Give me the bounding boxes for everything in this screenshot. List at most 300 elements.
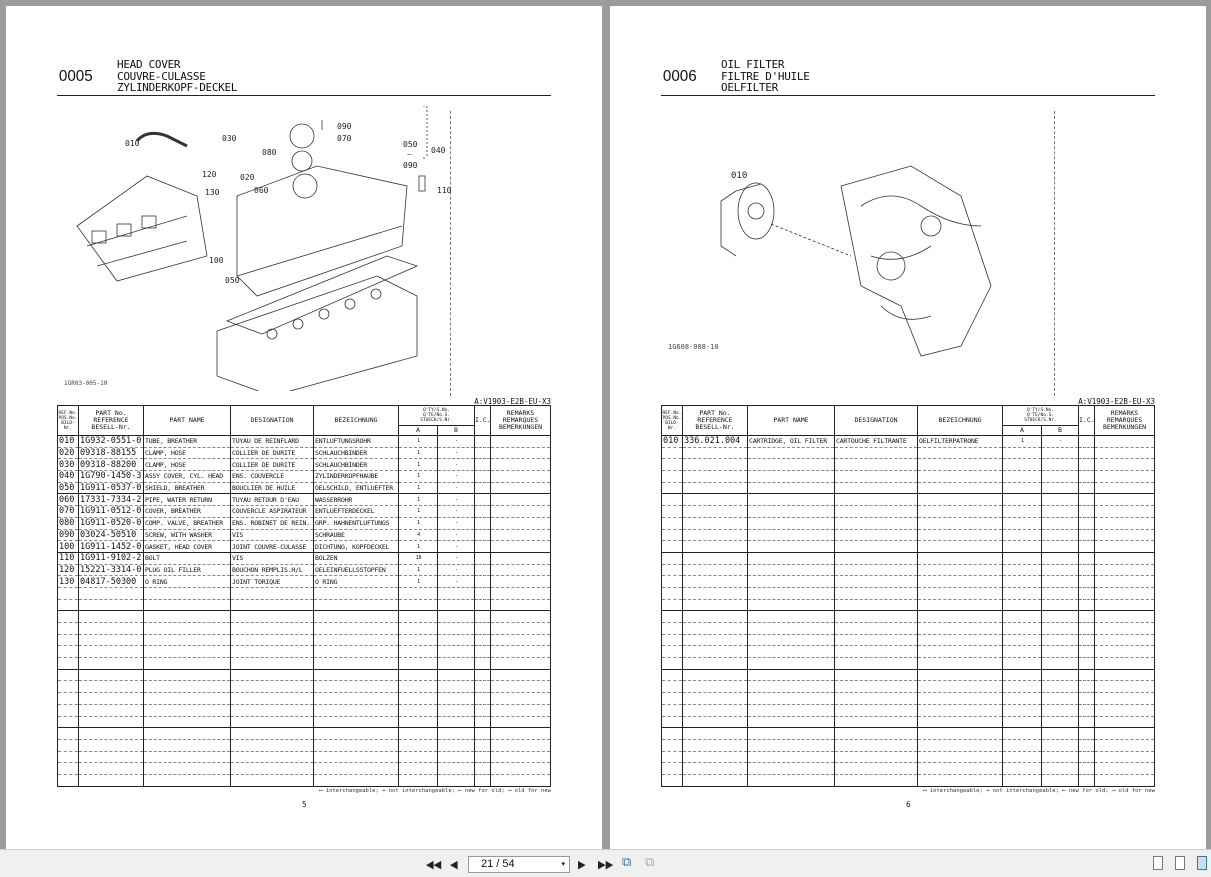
table-cell	[835, 728, 918, 740]
table-cell	[475, 517, 491, 529]
table-cell	[1095, 751, 1155, 763]
table-cell	[1095, 541, 1155, 553]
table-cell	[748, 751, 835, 763]
table-cell: 110	[58, 552, 79, 564]
table-cell: SCHLAUCHBINDER	[314, 447, 399, 459]
table-cell	[491, 576, 551, 588]
table-cell: 120	[58, 564, 79, 576]
table-cell	[475, 704, 491, 716]
table-cell	[748, 611, 835, 623]
table-cell	[399, 739, 438, 751]
table-cell	[1042, 599, 1079, 611]
table-cell	[491, 704, 551, 716]
table-row	[662, 482, 1155, 494]
table-cell	[1079, 587, 1095, 599]
table-cell	[748, 459, 835, 471]
table-cell: 1	[399, 447, 438, 459]
table-row	[662, 623, 1155, 635]
table-cell	[835, 529, 918, 541]
table-cell	[748, 681, 835, 693]
table-cell	[1095, 669, 1155, 681]
table-cell	[475, 681, 491, 693]
table-cell	[144, 728, 231, 740]
table-cell	[1079, 552, 1095, 564]
chevron-down-icon[interactable]: ▾	[561, 861, 565, 868]
col-ref: REF.No. POS.No. BILD-Nr.	[58, 406, 79, 436]
table-cell: ENS. ROBINET DE REIN.	[231, 517, 314, 529]
model-version: A:V1903-E2B-EU-X3	[474, 397, 551, 406]
table-cell	[475, 459, 491, 471]
table-cell	[1003, 739, 1042, 751]
table-cell: -	[438, 436, 475, 448]
table-cell	[79, 634, 144, 646]
table-cell	[918, 728, 1003, 740]
table-cell	[748, 447, 835, 459]
table-cell: -	[438, 517, 475, 529]
table-cell	[748, 739, 835, 751]
exploded-diagram-head-cover	[57, 106, 457, 391]
table-cell	[314, 693, 399, 705]
table-cell	[835, 517, 918, 529]
table-cell: 336.021.004	[683, 436, 748, 448]
table-cell	[1079, 681, 1095, 693]
table-cell	[662, 576, 683, 588]
table-cell	[314, 611, 399, 623]
continuous-view-icon[interactable]	[1175, 856, 1185, 870]
table-cell: CLAMP, HOSE	[144, 459, 231, 471]
page-number: 6	[906, 800, 911, 809]
table-cell	[314, 587, 399, 599]
table-row	[662, 763, 1155, 775]
table-cell	[662, 506, 683, 518]
table-cell	[683, 704, 748, 716]
table-cell	[1079, 669, 1095, 681]
table-cell	[662, 552, 683, 564]
table-cell	[144, 774, 231, 786]
table-cell	[58, 587, 79, 599]
table-cell	[399, 669, 438, 681]
table-cell	[1042, 669, 1079, 681]
table-cell: COLLIER DE DURITE	[231, 447, 314, 459]
table-cell	[475, 646, 491, 658]
callout-label: 130	[205, 188, 220, 197]
last-page-button[interactable]: ▶▶	[598, 858, 614, 871]
table-cell	[491, 763, 551, 775]
table-row	[58, 459, 551, 471]
table-cell	[399, 763, 438, 775]
table-cell	[1042, 552, 1079, 564]
table-cell	[438, 587, 475, 599]
table-cell	[1003, 517, 1042, 529]
table-cell	[399, 646, 438, 658]
table-cell	[1003, 447, 1042, 459]
table-cell: 1	[399, 564, 438, 576]
interchangeability-legend: ⟷ interchangeable; ⇸ not interchangeable; ⟵ new for old; ⟶ old for new	[923, 788, 1155, 794]
table-cell	[491, 693, 551, 705]
table-cell	[1003, 459, 1042, 471]
callout-label: 060	[254, 186, 269, 195]
table-row	[662, 693, 1155, 705]
table-cell	[748, 599, 835, 611]
table-cell	[918, 447, 1003, 459]
table-row	[58, 728, 551, 740]
table-cell	[1079, 482, 1095, 494]
table-row	[58, 587, 551, 599]
table-row	[662, 681, 1155, 693]
table-cell: 1	[399, 471, 438, 483]
callout-label: 050	[403, 140, 418, 149]
table-cell	[1003, 646, 1042, 658]
table-cell	[1042, 739, 1079, 751]
table-cell	[835, 587, 918, 599]
table-cell	[144, 669, 231, 681]
prev-page-button[interactable]: ◀	[450, 858, 458, 871]
table-cell	[1079, 704, 1095, 716]
table-cell	[918, 587, 1003, 599]
table-cell	[748, 704, 835, 716]
table-cell	[475, 447, 491, 459]
table-cell	[835, 471, 918, 483]
page-number-input[interactable]	[468, 856, 570, 873]
table-cell	[683, 459, 748, 471]
table-cell	[683, 517, 748, 529]
table-cell	[314, 599, 399, 611]
table-cell	[79, 704, 144, 716]
table-cell	[1003, 611, 1042, 623]
table-cell: 09318-88155	[79, 447, 144, 459]
table-cell	[231, 751, 314, 763]
table-cell	[1095, 704, 1155, 716]
table-cell: 1G911-9102-2	[79, 552, 144, 564]
table-cell	[314, 623, 399, 635]
table-cell: 010	[662, 436, 683, 448]
table-row	[662, 494, 1155, 506]
table-cell	[491, 669, 551, 681]
figure	[57, 106, 457, 395]
table-cell	[662, 693, 683, 705]
table-cell	[1095, 436, 1155, 448]
table-cell	[475, 436, 491, 448]
table-cell	[683, 587, 748, 599]
table-cell: COLLIER DE DURITE	[231, 459, 314, 471]
table-cell	[314, 681, 399, 693]
callout-label: 010	[731, 171, 748, 181]
table-cell	[1079, 751, 1095, 763]
table-row	[662, 459, 1155, 471]
table-cell: 15221-3314-0	[79, 564, 144, 576]
callout-label: 100	[209, 256, 224, 265]
table-cell: 1G790-1450-3	[79, 471, 144, 483]
table-cell	[1095, 634, 1155, 646]
table-cell	[58, 716, 79, 728]
table-cell	[662, 471, 683, 483]
table-cell	[683, 716, 748, 728]
table-cell	[475, 739, 491, 751]
table-cell	[748, 763, 835, 775]
section-code: 0006	[662, 68, 697, 85]
table-cell	[1079, 494, 1095, 506]
table-cell	[662, 494, 683, 506]
table-cell	[491, 447, 551, 459]
table-cell	[491, 774, 551, 786]
table-cell: 1G911-0537-0	[79, 482, 144, 494]
table-cell	[1042, 751, 1079, 763]
table-cell	[231, 681, 314, 693]
table-cell	[1003, 728, 1042, 740]
table-cell	[1042, 471, 1079, 483]
table-cell	[1003, 669, 1042, 681]
table-cell	[1003, 529, 1042, 541]
table-cell	[491, 459, 551, 471]
table-cell	[1095, 774, 1155, 786]
table-cell	[1079, 774, 1095, 786]
table-cell	[918, 541, 1003, 553]
table-cell	[399, 611, 438, 623]
copy-icon[interactable]: ⧉	[645, 855, 655, 870]
table-cell: 09318-88200	[79, 459, 144, 471]
table-cell: GRP. HAHNENTLUFTUNGS	[314, 517, 399, 529]
table-cell	[144, 646, 231, 658]
col-qty: Q'TY/S.No. Q'TE/No.S. STUECK/S.Nr.	[399, 406, 475, 426]
table-cell	[144, 623, 231, 635]
table-cell	[79, 763, 144, 775]
table-cell	[475, 471, 491, 483]
table-cell	[314, 716, 399, 728]
table-cell: SHIELD, BREATHER	[144, 482, 231, 494]
table-cell	[1079, 506, 1095, 518]
table-cell	[748, 716, 835, 728]
table-cell	[79, 646, 144, 658]
col-qty-a: A	[399, 426, 438, 436]
catalog-page-right	[610, 6, 1206, 849]
table-cell	[438, 681, 475, 693]
table-row	[58, 541, 551, 553]
table-cell	[399, 751, 438, 763]
table-cell	[475, 763, 491, 775]
table-cell: 4	[399, 529, 438, 541]
table-cell	[399, 623, 438, 635]
table-cell	[475, 669, 491, 681]
table-cell	[662, 529, 683, 541]
table-cell	[662, 669, 683, 681]
table-cell: CLAMP, HOSE	[144, 447, 231, 459]
table-cell: BOLT	[144, 552, 231, 564]
table-cell	[748, 623, 835, 635]
section-code: 0005	[58, 68, 93, 85]
table-cell	[475, 494, 491, 506]
table-cell: ENTLUEFTERDECKEL	[314, 506, 399, 518]
table-cell	[835, 459, 918, 471]
section-title: HEAD COVER	[117, 58, 181, 71]
table-cell: 1	[399, 576, 438, 588]
table-cell	[683, 774, 748, 786]
table-cell	[835, 623, 918, 635]
table-row	[662, 541, 1155, 553]
table-cell	[475, 623, 491, 635]
table-cell	[438, 704, 475, 716]
table-cell	[475, 564, 491, 576]
table-cell	[475, 774, 491, 786]
table-cell	[835, 634, 918, 646]
table-cell	[1003, 564, 1042, 576]
table-cell: 1	[399, 459, 438, 471]
table-cell	[58, 739, 79, 751]
table-cell	[1079, 529, 1095, 541]
table-cell	[491, 564, 551, 576]
table-row	[662, 646, 1155, 658]
table-cell	[231, 658, 314, 670]
table-cell: 1	[399, 506, 438, 518]
table-cell	[1095, 646, 1155, 658]
table-cell: OELSCHILD, ENTLUEFTER	[314, 482, 399, 494]
table-cell: SCHRAUBE	[314, 529, 399, 541]
table-cell	[79, 599, 144, 611]
table-cell	[683, 634, 748, 646]
table-cell	[918, 623, 1003, 635]
table-cell	[1003, 623, 1042, 635]
table-cell: SCREW, WITH WASHER	[144, 529, 231, 541]
table-cell	[918, 529, 1003, 541]
table-cell	[1042, 681, 1079, 693]
table-row	[662, 669, 1155, 681]
table-cell	[748, 471, 835, 483]
table-cell	[1042, 541, 1079, 553]
table-cell: BOLZEN	[314, 552, 399, 564]
col-part-no: PART No. REFERENCE BESELL-Nr.	[683, 406, 748, 436]
table-cell	[144, 658, 231, 670]
col-designation: DESIGNATION	[835, 406, 918, 436]
table-row	[662, 552, 1155, 564]
table-cell	[79, 681, 144, 693]
single-page-view-icon[interactable]	[1153, 856, 1163, 870]
table-cell	[491, 506, 551, 518]
table-cell	[748, 658, 835, 670]
table-row	[58, 774, 551, 786]
table-cell	[683, 564, 748, 576]
two-page-view-icon[interactable]	[1197, 856, 1207, 870]
table-cell	[438, 611, 475, 623]
table-cell: -	[438, 552, 475, 564]
table-cell	[79, 693, 144, 705]
table-cell	[79, 658, 144, 670]
table-cell	[1042, 716, 1079, 728]
table-row	[662, 576, 1155, 588]
table-cell: CARTOUCHE FILTRANTE	[835, 436, 918, 448]
table-cell	[835, 763, 918, 775]
table-cell: 1	[399, 482, 438, 494]
section-title: ZYLINDERKOPF-DECKEL	[117, 81, 238, 94]
table-cell: JOINT TORIQUE	[231, 576, 314, 588]
table-cell	[144, 634, 231, 646]
next-page-button[interactable]: ▶	[578, 858, 586, 871]
table-cell	[1095, 447, 1155, 459]
table-cell: 04817-50300	[79, 576, 144, 588]
table-cell	[314, 634, 399, 646]
table-cell	[475, 576, 491, 588]
table-cell	[475, 658, 491, 670]
table-cell: -	[438, 494, 475, 506]
table-row	[58, 623, 551, 635]
table-cell	[1042, 482, 1079, 494]
table-cell: 1G932-0551-0	[79, 436, 144, 448]
table-cell	[662, 646, 683, 658]
table-cell	[1003, 482, 1042, 494]
table-cell	[683, 447, 748, 459]
table-cell	[1003, 576, 1042, 588]
table-cell	[835, 681, 918, 693]
table-cell: COMP. VALVE, BREATHER	[144, 517, 231, 529]
table-cell: -	[438, 541, 475, 553]
table-cell	[1095, 716, 1155, 728]
table-cell	[1042, 447, 1079, 459]
table-cell	[314, 751, 399, 763]
table-cell	[918, 611, 1003, 623]
table-row	[58, 693, 551, 705]
table-cell	[491, 552, 551, 564]
col-ic: I.C.	[1079, 406, 1095, 436]
callout-label: 070	[337, 134, 352, 143]
table-row	[58, 471, 551, 483]
table-row	[662, 751, 1155, 763]
table-cell	[438, 693, 475, 705]
table-cell	[491, 611, 551, 623]
table-cell: -	[438, 459, 475, 471]
table-cell: DICHTUNG, KOPFDECKEL	[314, 541, 399, 553]
table-cell	[1095, 693, 1155, 705]
table-cell	[475, 587, 491, 599]
table-row	[58, 436, 551, 448]
table-cell	[79, 751, 144, 763]
table-cell	[475, 751, 491, 763]
table-cell	[1079, 541, 1095, 553]
table-cell: -	[1042, 436, 1079, 448]
table-cell	[1003, 763, 1042, 775]
table-cell: VIS	[231, 529, 314, 541]
table-cell	[1003, 693, 1042, 705]
table-cell	[438, 599, 475, 611]
table-cell	[683, 576, 748, 588]
table-cell	[748, 552, 835, 564]
table-row	[58, 494, 551, 506]
table-cell	[748, 587, 835, 599]
table-cell	[1095, 599, 1155, 611]
table-cell	[835, 599, 918, 611]
table-cell	[835, 669, 918, 681]
table-cell	[835, 541, 918, 553]
table-cell	[144, 739, 231, 751]
table-cell	[1042, 646, 1079, 658]
table-cell	[1095, 459, 1155, 471]
first-page-button[interactable]: ◀◀	[426, 858, 442, 871]
table-cell	[58, 658, 79, 670]
table-cell	[144, 611, 231, 623]
table-cell	[491, 494, 551, 506]
rotate-icon[interactable]: ⧉	[622, 855, 632, 870]
table-cell	[314, 763, 399, 775]
table-cell	[58, 623, 79, 635]
table-cell	[144, 751, 231, 763]
table-cell	[314, 774, 399, 786]
table-cell	[1042, 529, 1079, 541]
table-cell	[662, 517, 683, 529]
table-row	[662, 728, 1155, 740]
table-cell	[683, 541, 748, 553]
table-row	[662, 716, 1155, 728]
table-row	[58, 763, 551, 775]
table-cell: CARTRIDGE, OIL FILTER	[748, 436, 835, 448]
table-cell	[662, 611, 683, 623]
table-cell	[1095, 611, 1155, 623]
